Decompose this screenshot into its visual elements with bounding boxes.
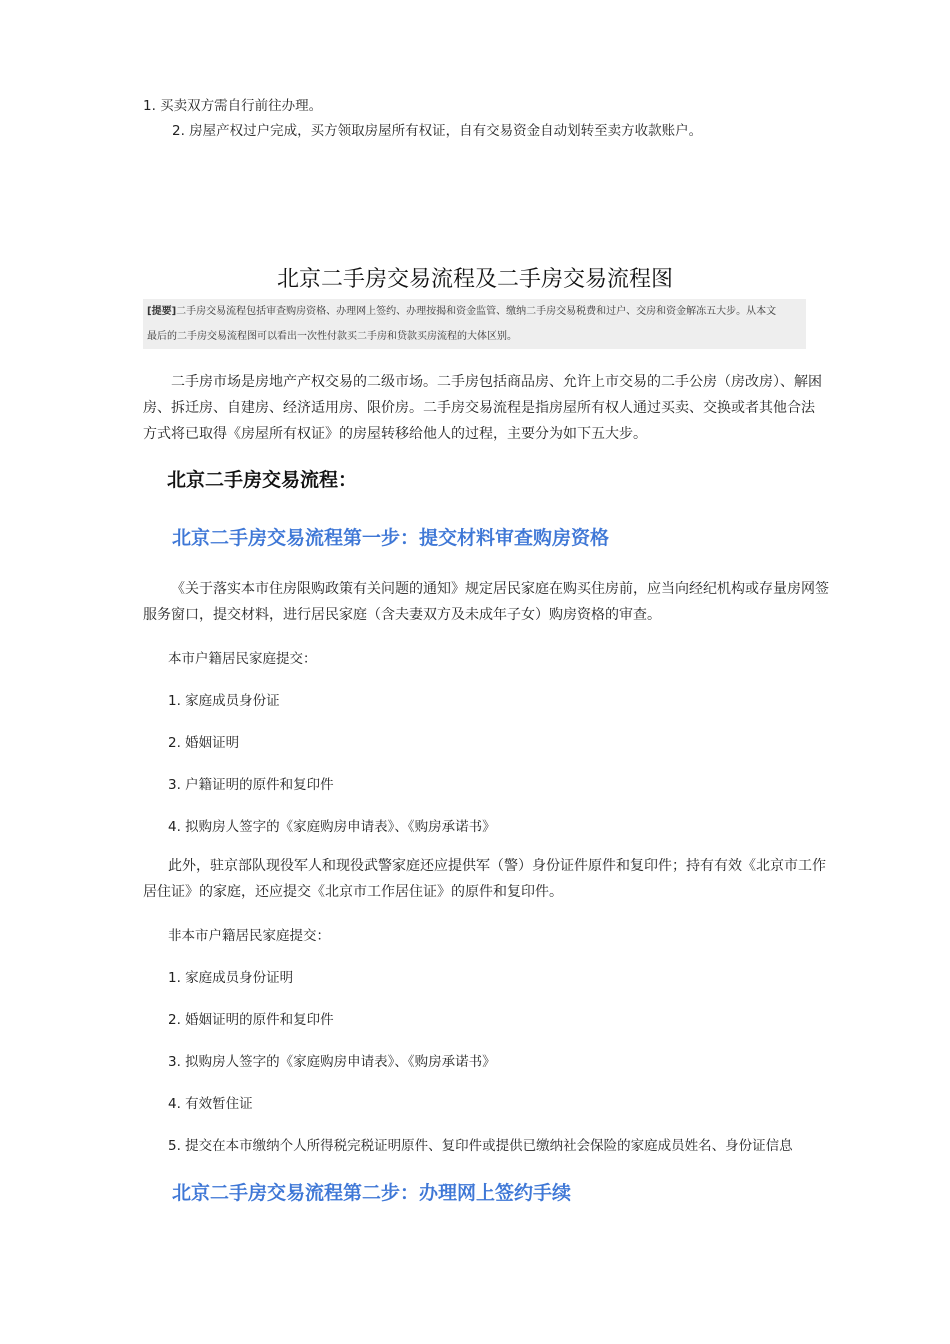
list-item: 2. 婚姻证明: [168, 735, 240, 751]
list-item: 1. 家庭成员身份证: [168, 693, 280, 709]
section-heading: 北京二手房交易流程：: [167, 469, 358, 491]
step2-heading: 北京二手房交易流程第二步：办理网上签约手续: [172, 1182, 572, 1204]
list-item: 3. 户籍证明的原件和复印件: [168, 777, 334, 793]
list-item: 4. 有效暂住证: [168, 1096, 253, 1112]
extra-paragraph: 此外，驻京部队现役军人和现役武警家庭还应提供军（警）身份证件原件和复印件；持有有效《北京市工作 居住证》的家庭，还应提交《北京市工作居住证》的原件和复印件。: [143, 858, 826, 900]
step1-paragraph: 《关于落实本市住房限购政策有关问题的通知》规定居民家庭在购买住房前，应当向经纪机构或存量房网签 服务窗口，提交材料，进行居民家庭（含夫妻双方及未成年子女）购房资格的审查。: [143, 581, 829, 623]
step1-heading: 北京二手房交易流程第一步：提交材料审查购房资格: [172, 527, 610, 549]
top-list-item: 2. 房屋产权过户完成，买方领取房屋所有权证，自有交易资金自动划转至卖方收款账户。: [172, 123, 703, 139]
list-item: 5. 提交在本市缴纳个人所得税完税证明原件、复印件或提供已缴纳社会保险的家庭成员姓名、身份证信息: [168, 1138, 793, 1154]
summary-label: [提要]: [147, 306, 177, 317]
summary-line-1: [提要]二手房交易流程包括审查购房资格、办理网上签约、办理按揭和资金监管、缴纳二手房交易税费和过户、交房和资金解冻五大步。从本文: [147, 306, 777, 317]
list-item: 2. 婚姻证明的原件和复印件: [168, 1012, 334, 1028]
summary-box: [143, 299, 806, 349]
list-item: 3. 拟购房人签字的《家庭购房申请表》、《购房承诺书》: [168, 1054, 496, 1070]
summary-line-2: 最后的二手房交易流程图可以看出一次性付款买二手房和贷款买房流程的大体区别。: [147, 331, 517, 342]
local-label: 本市户籍居民家庭提交：: [168, 651, 317, 667]
intro-paragraph: 二手房市场是房地产产权交易的二级市场。二手房包括商品房、允许上市交易的二手公房（房改房）、解困 房、拆迁房、自建房、经济适用房、限价房。二手房交易流程是指房屋所有权人通过买卖、交换或者其他合法 方式将已取得《房屋所有权证》的房屋转移给他人的过程，主要分为如下五大步。: [143, 374, 822, 442]
list-item: 1. 家庭成员身份证明: [168, 970, 294, 986]
page-title: 北京二手房交易流程及二手房交易流程图: [276, 267, 673, 292]
top-list-item: 1. 买卖双方需自行前往办理。: [143, 98, 323, 114]
nonlocal-label: 非本市户籍居民家庭提交：: [168, 928, 330, 944]
list-item: 4. 拟购房人签字的《家庭购房申请表》、《购房承诺书》: [168, 819, 496, 835]
